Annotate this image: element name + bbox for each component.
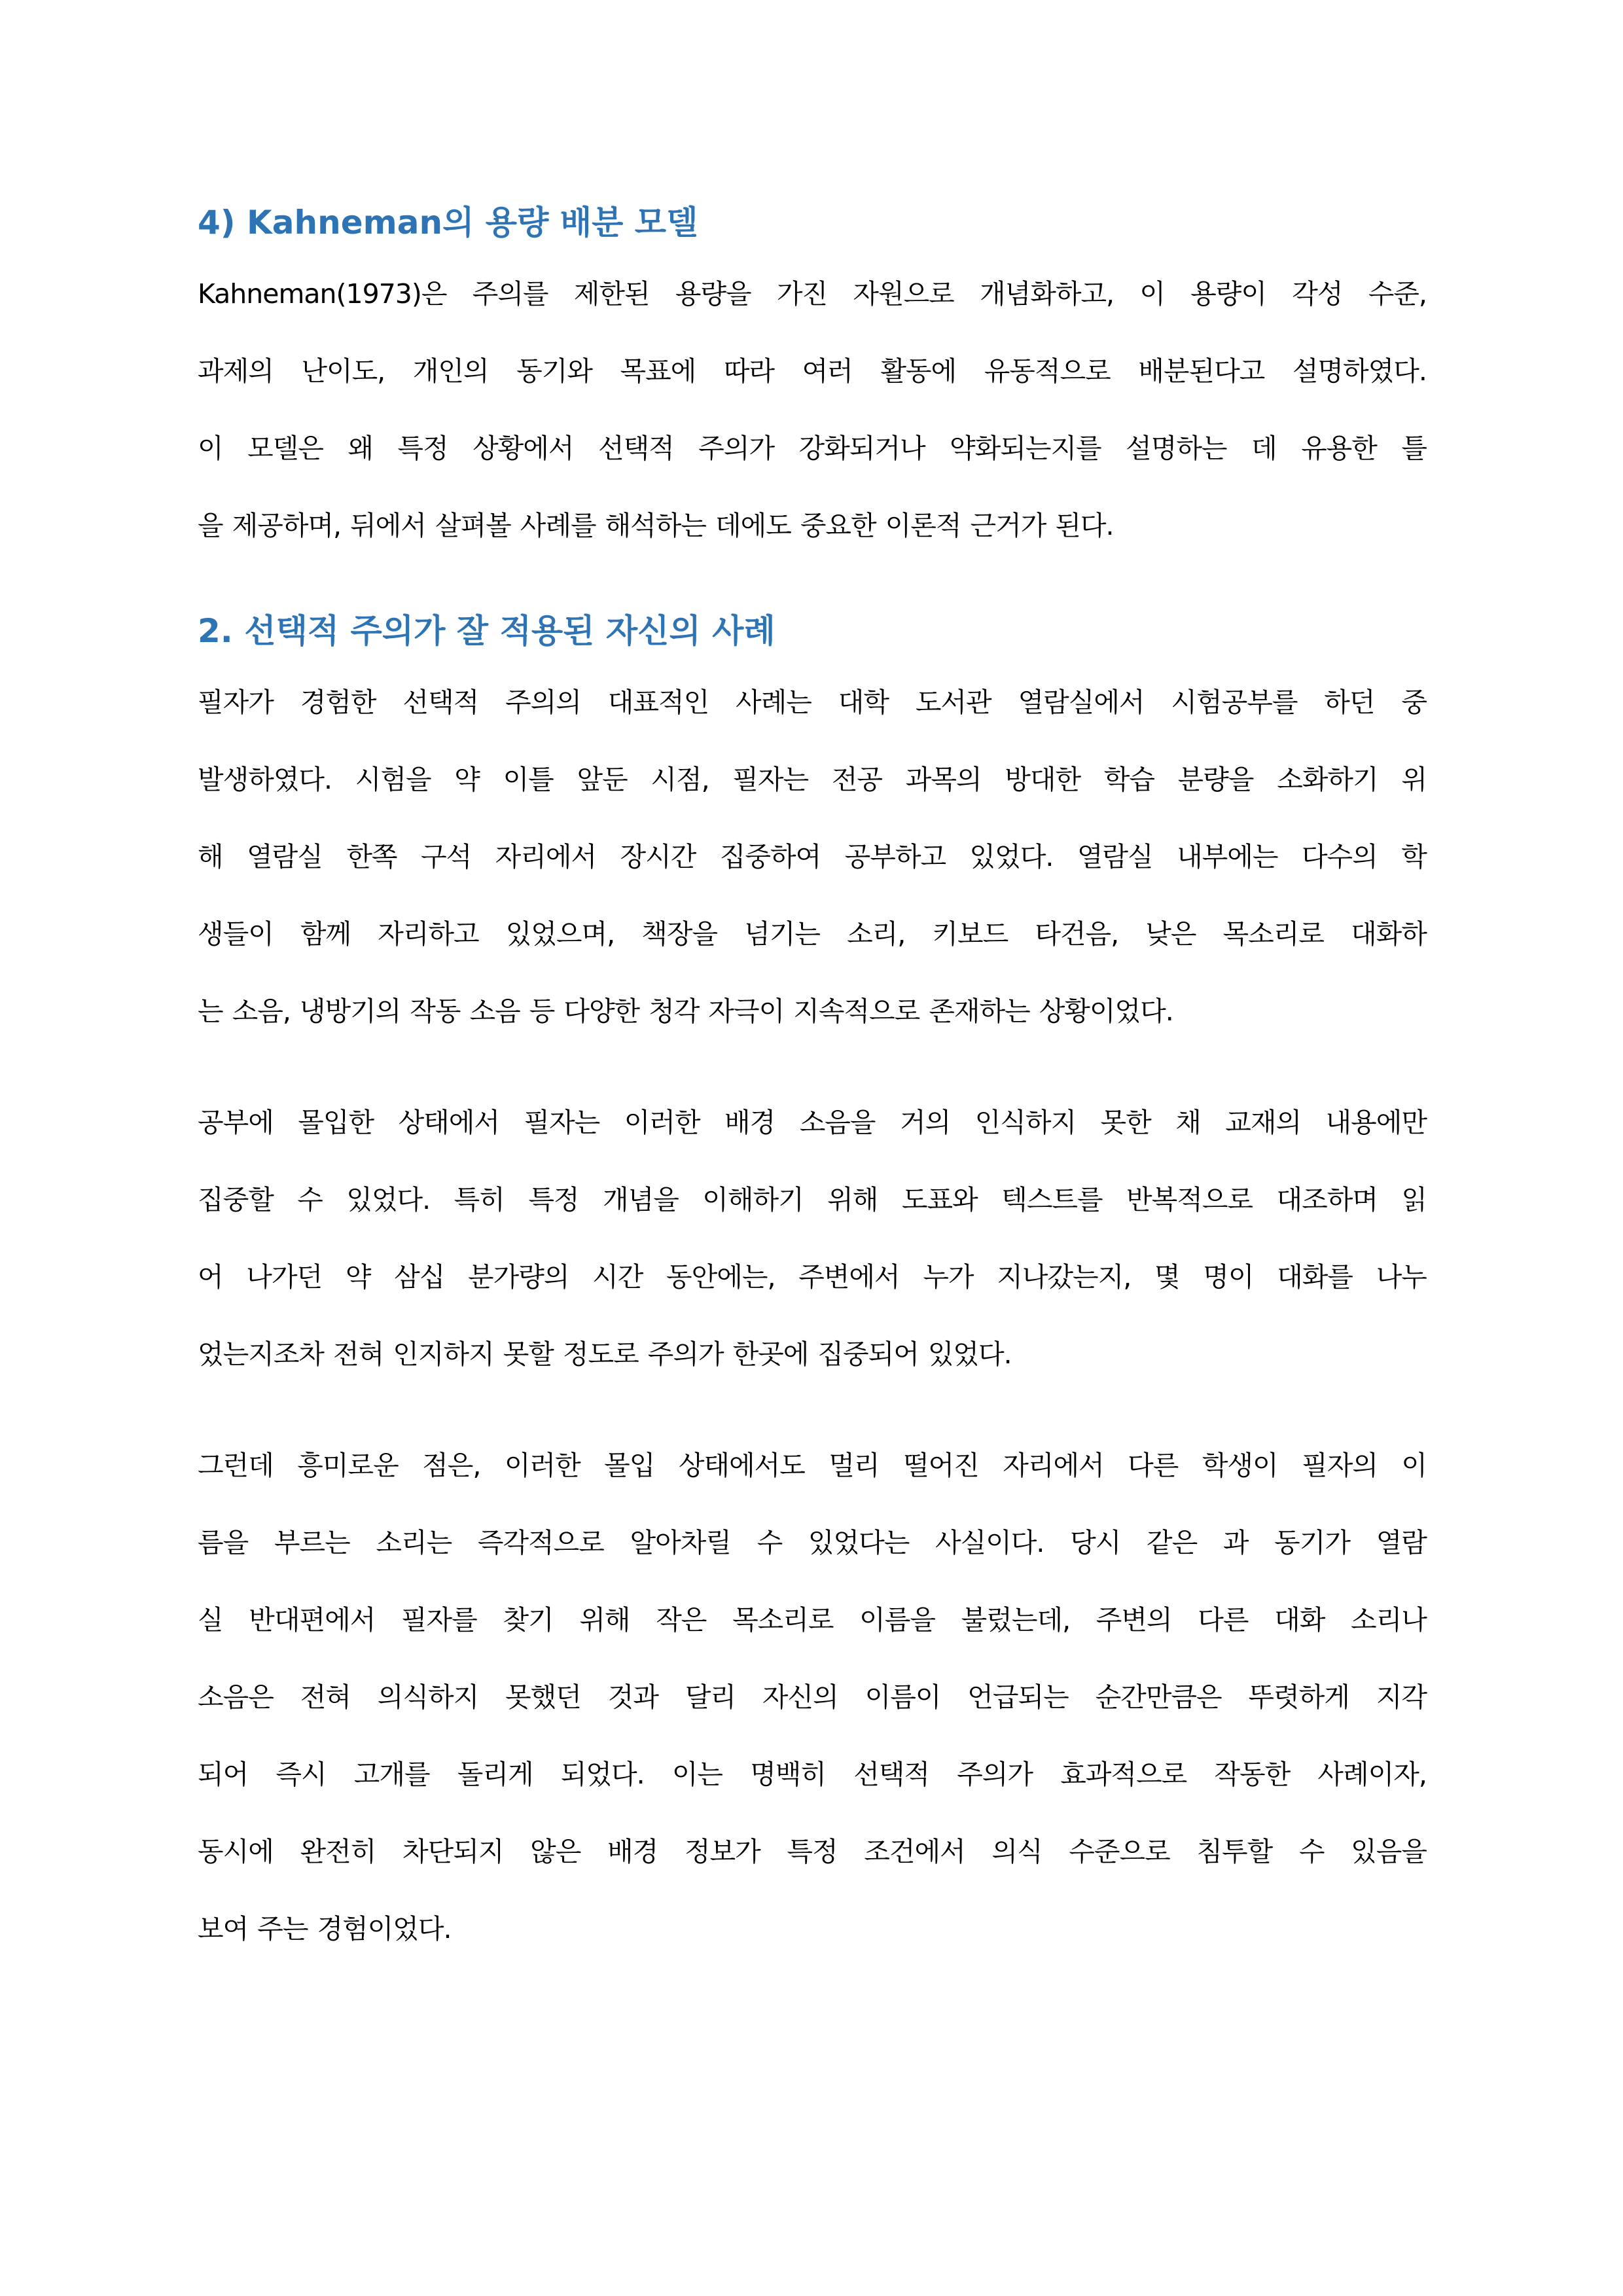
word: 수 [757, 1527, 783, 1558]
word: 열람실 [247, 841, 323, 872]
word: 시점, [651, 764, 709, 795]
text-line [198, 973, 1427, 1050]
word: 못할 [503, 1338, 554, 1370]
word: 제한된 [573, 278, 650, 310]
word: 의식하지 [377, 1681, 479, 1713]
word: 주의가 [647, 1338, 724, 1370]
word: 열람실 [1077, 841, 1153, 872]
word: 살펴볼 [435, 510, 511, 541]
text-line [198, 1890, 1427, 1967]
word: 책장을 [641, 918, 718, 950]
word: 한쪽 [346, 841, 397, 872]
word: 구석 [420, 841, 472, 872]
word: 작은 [656, 1604, 707, 1636]
word: 반복적으로 [1126, 1184, 1253, 1215]
word: 이틀 [503, 764, 554, 795]
word: 용량이 [1190, 278, 1266, 310]
word: 있었다. [927, 1338, 1012, 1370]
word: 뚜렷하게 [1248, 1681, 1349, 1713]
word: 된다. [1055, 510, 1114, 541]
word: 냉방기의 [299, 996, 401, 1027]
word: 가진 [776, 278, 828, 310]
word: 배경 [607, 1836, 658, 1867]
word: 수 [297, 1184, 323, 1215]
word: 점은, [422, 1450, 481, 1481]
word: 필자는 [524, 1107, 600, 1138]
word: 데에도 [715, 510, 791, 541]
word: 학생이 [1202, 1450, 1278, 1481]
word: 유동적으로 [984, 355, 1111, 387]
word: 도서관 [915, 687, 991, 718]
word: 상황이었다. [1039, 996, 1173, 1027]
text-line [198, 332, 1427, 410]
word: 함께 [300, 918, 351, 950]
word: 소음 [469, 996, 520, 1027]
word: 거의 [899, 1107, 951, 1138]
word: 내부에는 [1177, 841, 1278, 872]
word: 차단되지 [402, 1836, 504, 1867]
word: 있었다는 [808, 1527, 910, 1558]
word: 설명하는 [1126, 433, 1227, 464]
word: 선택적 [402, 687, 479, 718]
word: 나누 [1376, 1261, 1427, 1293]
word: 대화를 [1277, 1261, 1353, 1293]
word: 학 [1401, 841, 1427, 872]
word: 특히 [454, 1184, 505, 1215]
word: 삼십 [394, 1261, 445, 1293]
word: 시간 [592, 1261, 643, 1293]
word: 떨어진 [902, 1450, 979, 1481]
word: 여러 [802, 355, 853, 387]
section-heading-selective-attention-case: 2. 선택적 주의가 잘 적용된 자신의 사례 [198, 612, 776, 650]
word: 근거가 [970, 510, 1046, 541]
text-line [198, 410, 1427, 487]
word: 사례는 [736, 687, 812, 718]
word: 지각 [1376, 1681, 1427, 1713]
word: 자리에서 [495, 841, 597, 872]
word: 과 [1222, 1527, 1249, 1558]
word: 틀 [1401, 433, 1427, 464]
word: 키보드 [932, 918, 1008, 950]
word: 텍스트를 [1001, 1184, 1103, 1215]
word: 있음을 [1351, 1836, 1427, 1867]
word: 지속적으로 [793, 996, 920, 1027]
word: 다른 [1128, 1450, 1179, 1481]
text-line [198, 1161, 1427, 1238]
word: 이러한 [504, 1450, 580, 1481]
word: 었는지조차 [198, 1338, 325, 1370]
word: 청각 [649, 996, 700, 1027]
word: 해 [198, 841, 223, 872]
word: 수준, [1368, 278, 1427, 310]
word: 소음은 [198, 1681, 274, 1713]
word: 전혀 [300, 1681, 351, 1713]
word: 목소리로 [732, 1604, 834, 1636]
word: Kahneman(1973)은 [198, 278, 447, 310]
word: 목소리로 [1222, 918, 1324, 950]
word: 대화 [1274, 1604, 1325, 1636]
word: 동기와 [516, 355, 592, 387]
word: 시험을 [355, 764, 431, 795]
word: 몰입 [604, 1450, 655, 1481]
word: 이는 [671, 1759, 723, 1790]
word: 해석하는 [605, 510, 706, 541]
word: 생들이 [198, 918, 274, 950]
word: 데 [1251, 433, 1277, 464]
paragraph [198, 1084, 1427, 1393]
word: 순간만큼은 [1095, 1681, 1222, 1713]
word: 열람 [1376, 1527, 1427, 1558]
word: 활동에 [880, 355, 957, 387]
word: 집중하여 [719, 841, 821, 872]
word: 그런데 [198, 1450, 274, 1481]
word: 이 [198, 433, 223, 464]
word: 앞둔 [577, 764, 628, 795]
word: 왜 [348, 433, 373, 464]
word: 는 [198, 996, 223, 1027]
word: 이해하기 [702, 1184, 804, 1215]
text-line [198, 1316, 1427, 1393]
word: 소음, [232, 996, 291, 1027]
word: 주의를 [472, 278, 548, 310]
word: 이 [1139, 278, 1165, 310]
word: 전혀 [333, 1338, 384, 1370]
word: 소리나 [1351, 1604, 1427, 1636]
word: 되었다. [560, 1759, 645, 1790]
word: 멀리 [829, 1450, 880, 1481]
word: 흥미로운 [297, 1450, 399, 1481]
word: 름을 [198, 1527, 249, 1558]
word: 공부하고 [844, 841, 946, 872]
word: 상황에서 [473, 433, 574, 464]
word: 대조하며 [1276, 1184, 1378, 1215]
word: 소음을 [799, 1107, 876, 1138]
word: 몰입한 [298, 1107, 374, 1138]
word: 나가던 [246, 1261, 323, 1293]
word: 주변의 [1096, 1604, 1172, 1636]
word: 전공 [831, 764, 883, 795]
word: 찾기 [503, 1604, 554, 1636]
word: 특정 [787, 1836, 838, 1867]
word: 있었다. [346, 1184, 431, 1215]
word: 내용에만 [1325, 1107, 1427, 1138]
word: 되어 [198, 1759, 249, 1790]
word: 한곳에 [732, 1338, 809, 1370]
word: 존재하는 [929, 996, 1030, 1027]
word: 자리하고 [378, 918, 479, 950]
word: 과목의 [905, 764, 982, 795]
word: 넘기는 [744, 918, 820, 950]
word: 주의가 [957, 1759, 1033, 1790]
word: 정보가 [684, 1836, 760, 1867]
word: 자리에서 [1003, 1450, 1104, 1481]
word: 위해 [579, 1604, 630, 1636]
word: 상태에서 [398, 1107, 499, 1138]
word: 특정 [528, 1184, 579, 1215]
word: 부르는 [274, 1527, 350, 1558]
word: 을 [198, 510, 223, 541]
text-line [198, 1504, 1427, 1581]
word: 인식하지 [974, 1107, 1077, 1138]
word: 장시간 [620, 841, 696, 872]
word: 열람실에서 [1018, 687, 1145, 718]
word: 위 [1401, 764, 1427, 795]
word: 선택적 [597, 433, 674, 464]
text-line [198, 664, 1427, 741]
word: 다수의 [1301, 841, 1378, 872]
word: 따라 [723, 355, 775, 387]
word: 보여 [198, 1913, 249, 1945]
word: 난이도, [301, 355, 385, 387]
word: 동안에는, [666, 1261, 776, 1293]
word: 주의가 [698, 433, 775, 464]
word: 읽 [1401, 1184, 1427, 1215]
word: 채 [1175, 1107, 1201, 1138]
word: 약화되는지를 [950, 433, 1101, 464]
word: 수준으로 [1069, 1836, 1170, 1867]
word: 못한 [1100, 1107, 1151, 1138]
word: 집중할 [198, 1184, 274, 1215]
word: 필자가 [198, 687, 274, 718]
text-line [198, 1427, 1427, 1504]
word: 도표와 [901, 1184, 978, 1215]
word: 소리는 [376, 1527, 452, 1558]
text-line [198, 1813, 1427, 1890]
text-line [198, 1238, 1427, 1316]
word: 주는 [257, 1913, 308, 1945]
word: 이러한 [624, 1107, 700, 1138]
word: 돌리게 [457, 1759, 533, 1790]
word: 같은 [1146, 1527, 1198, 1558]
word: 불렀는데, [961, 1604, 1071, 1636]
text-line [198, 487, 1427, 564]
word: 약 [345, 1261, 371, 1293]
word: 명이 [1203, 1261, 1254, 1293]
word: 하던 [1324, 687, 1375, 718]
word: 자신의 [762, 1681, 838, 1713]
paragraph [198, 1427, 1427, 1967]
word: 개인의 [412, 355, 489, 387]
word: 분량을 [1177, 764, 1254, 795]
word: 소리, [847, 918, 906, 950]
word: 등 [529, 996, 555, 1027]
word: 작동 [410, 996, 461, 1027]
word: 당시 [1070, 1527, 1121, 1558]
word: 위해 [827, 1184, 878, 1215]
word: 실 [198, 1604, 223, 1636]
word: 다양한 [563, 996, 640, 1027]
text-line [198, 818, 1427, 895]
word: 학습 [1103, 764, 1154, 795]
word: 필자는 [732, 764, 809, 795]
word: 제공하며, [232, 510, 342, 541]
word: 완전히 [300, 1836, 376, 1867]
word: 고개를 [353, 1759, 430, 1790]
text-line [198, 1581, 1427, 1659]
word: 개념을 [603, 1184, 679, 1215]
word: 모델은 [247, 433, 323, 464]
word: 명백히 [750, 1759, 827, 1790]
word: 의식 [991, 1836, 1043, 1867]
text-line [198, 1736, 1427, 1813]
word: 자극이 [708, 996, 785, 1027]
word: 경험이었다. [317, 1913, 452, 1945]
word: 배경 [724, 1107, 776, 1138]
word: 특정 [397, 433, 448, 464]
word: 사례를 [520, 510, 596, 541]
word: 상태에서도 [678, 1450, 805, 1481]
word: 각성 [1292, 278, 1343, 310]
word: 못했던 [505, 1681, 581, 1713]
word: 배분된다고 [1138, 355, 1265, 387]
word: 달리 [685, 1681, 736, 1713]
word: 동기가 [1274, 1527, 1350, 1558]
word: 이름이 [865, 1681, 941, 1713]
text-line [198, 895, 1427, 973]
word: 지나갔는지, [997, 1261, 1132, 1293]
word: 과제의 [198, 355, 274, 387]
word: 작동한 [1214, 1759, 1291, 1790]
text-line [198, 255, 1427, 332]
word: 않은 [530, 1836, 581, 1867]
word: 중 [1401, 687, 1427, 718]
word: 즉각적으로 [477, 1527, 604, 1558]
word: 반대편에서 [249, 1604, 376, 1636]
word: 목표에 [620, 355, 696, 387]
word: 사례이자, [1317, 1759, 1427, 1790]
word: 있었다. [969, 841, 1054, 872]
word: 낮은 [1145, 918, 1196, 950]
word: 인지하지 [393, 1338, 494, 1370]
word: 즉시 [276, 1759, 327, 1790]
word: 몇 [1154, 1261, 1180, 1293]
word: 누가 [923, 1261, 974, 1293]
word: 선택적 [853, 1759, 930, 1790]
paragraph [198, 255, 1427, 564]
word: 동시에 [198, 1836, 274, 1867]
word: 개념화하고, [980, 278, 1115, 310]
word: 발생하였다. [198, 764, 332, 795]
word: 유용한 [1301, 433, 1377, 464]
word: 중요한 [800, 510, 876, 541]
word: 주변에서 [798, 1261, 900, 1293]
word: 주의의 [505, 687, 581, 718]
word: 자원으로 [853, 278, 954, 310]
word: 정도로 [562, 1338, 639, 1370]
word: 설명하였다. [1292, 355, 1427, 387]
word: 강화되거나 [798, 433, 925, 464]
word: 타건음, [1035, 918, 1119, 950]
section-heading-kahneman-model: 4) Kahneman의 용량 배분 모델 [198, 204, 698, 242]
paragraph [198, 664, 1427, 1050]
word: 경험한 [300, 687, 376, 718]
word: 이론적 [885, 510, 961, 541]
word: 사실이다. [935, 1527, 1044, 1558]
word: 알아차릴 [630, 1527, 731, 1558]
word: 대표적인 [607, 687, 709, 718]
word: 어 [198, 1261, 223, 1293]
word: 있었으며, [505, 918, 615, 950]
word: 수 [1298, 1836, 1325, 1867]
word: 뒤에서 [350, 510, 426, 541]
word: 효과적으로 [1060, 1759, 1187, 1790]
text-line [198, 1659, 1427, 1736]
word: 침투할 [1196, 1836, 1273, 1867]
word: 약 [454, 764, 480, 795]
word: 방대한 [1005, 764, 1081, 795]
word: 대학 [838, 687, 889, 718]
word: 이 [1401, 1450, 1427, 1481]
word: 다른 [1198, 1604, 1249, 1636]
text-line [198, 1084, 1427, 1161]
word: 언급되는 [967, 1681, 1069, 1713]
word: 것과 [607, 1681, 658, 1713]
word: 시험공부를 [1171, 687, 1298, 718]
word: 용량을 [675, 278, 751, 310]
word: 교재의 [1225, 1107, 1302, 1138]
text-line [198, 741, 1427, 818]
document-page [198, 190, 1427, 1967]
word: 소화하기 [1277, 764, 1378, 795]
word: 조건에서 [864, 1836, 965, 1867]
word: 대화하 [1351, 918, 1427, 950]
word: 집중되어 [817, 1338, 919, 1370]
word: 필자를 [401, 1604, 477, 1636]
word: 필자의 [1302, 1450, 1378, 1481]
word: 분가량의 [468, 1261, 569, 1293]
word: 공부에 [198, 1107, 274, 1138]
word: 이름을 [859, 1604, 935, 1636]
